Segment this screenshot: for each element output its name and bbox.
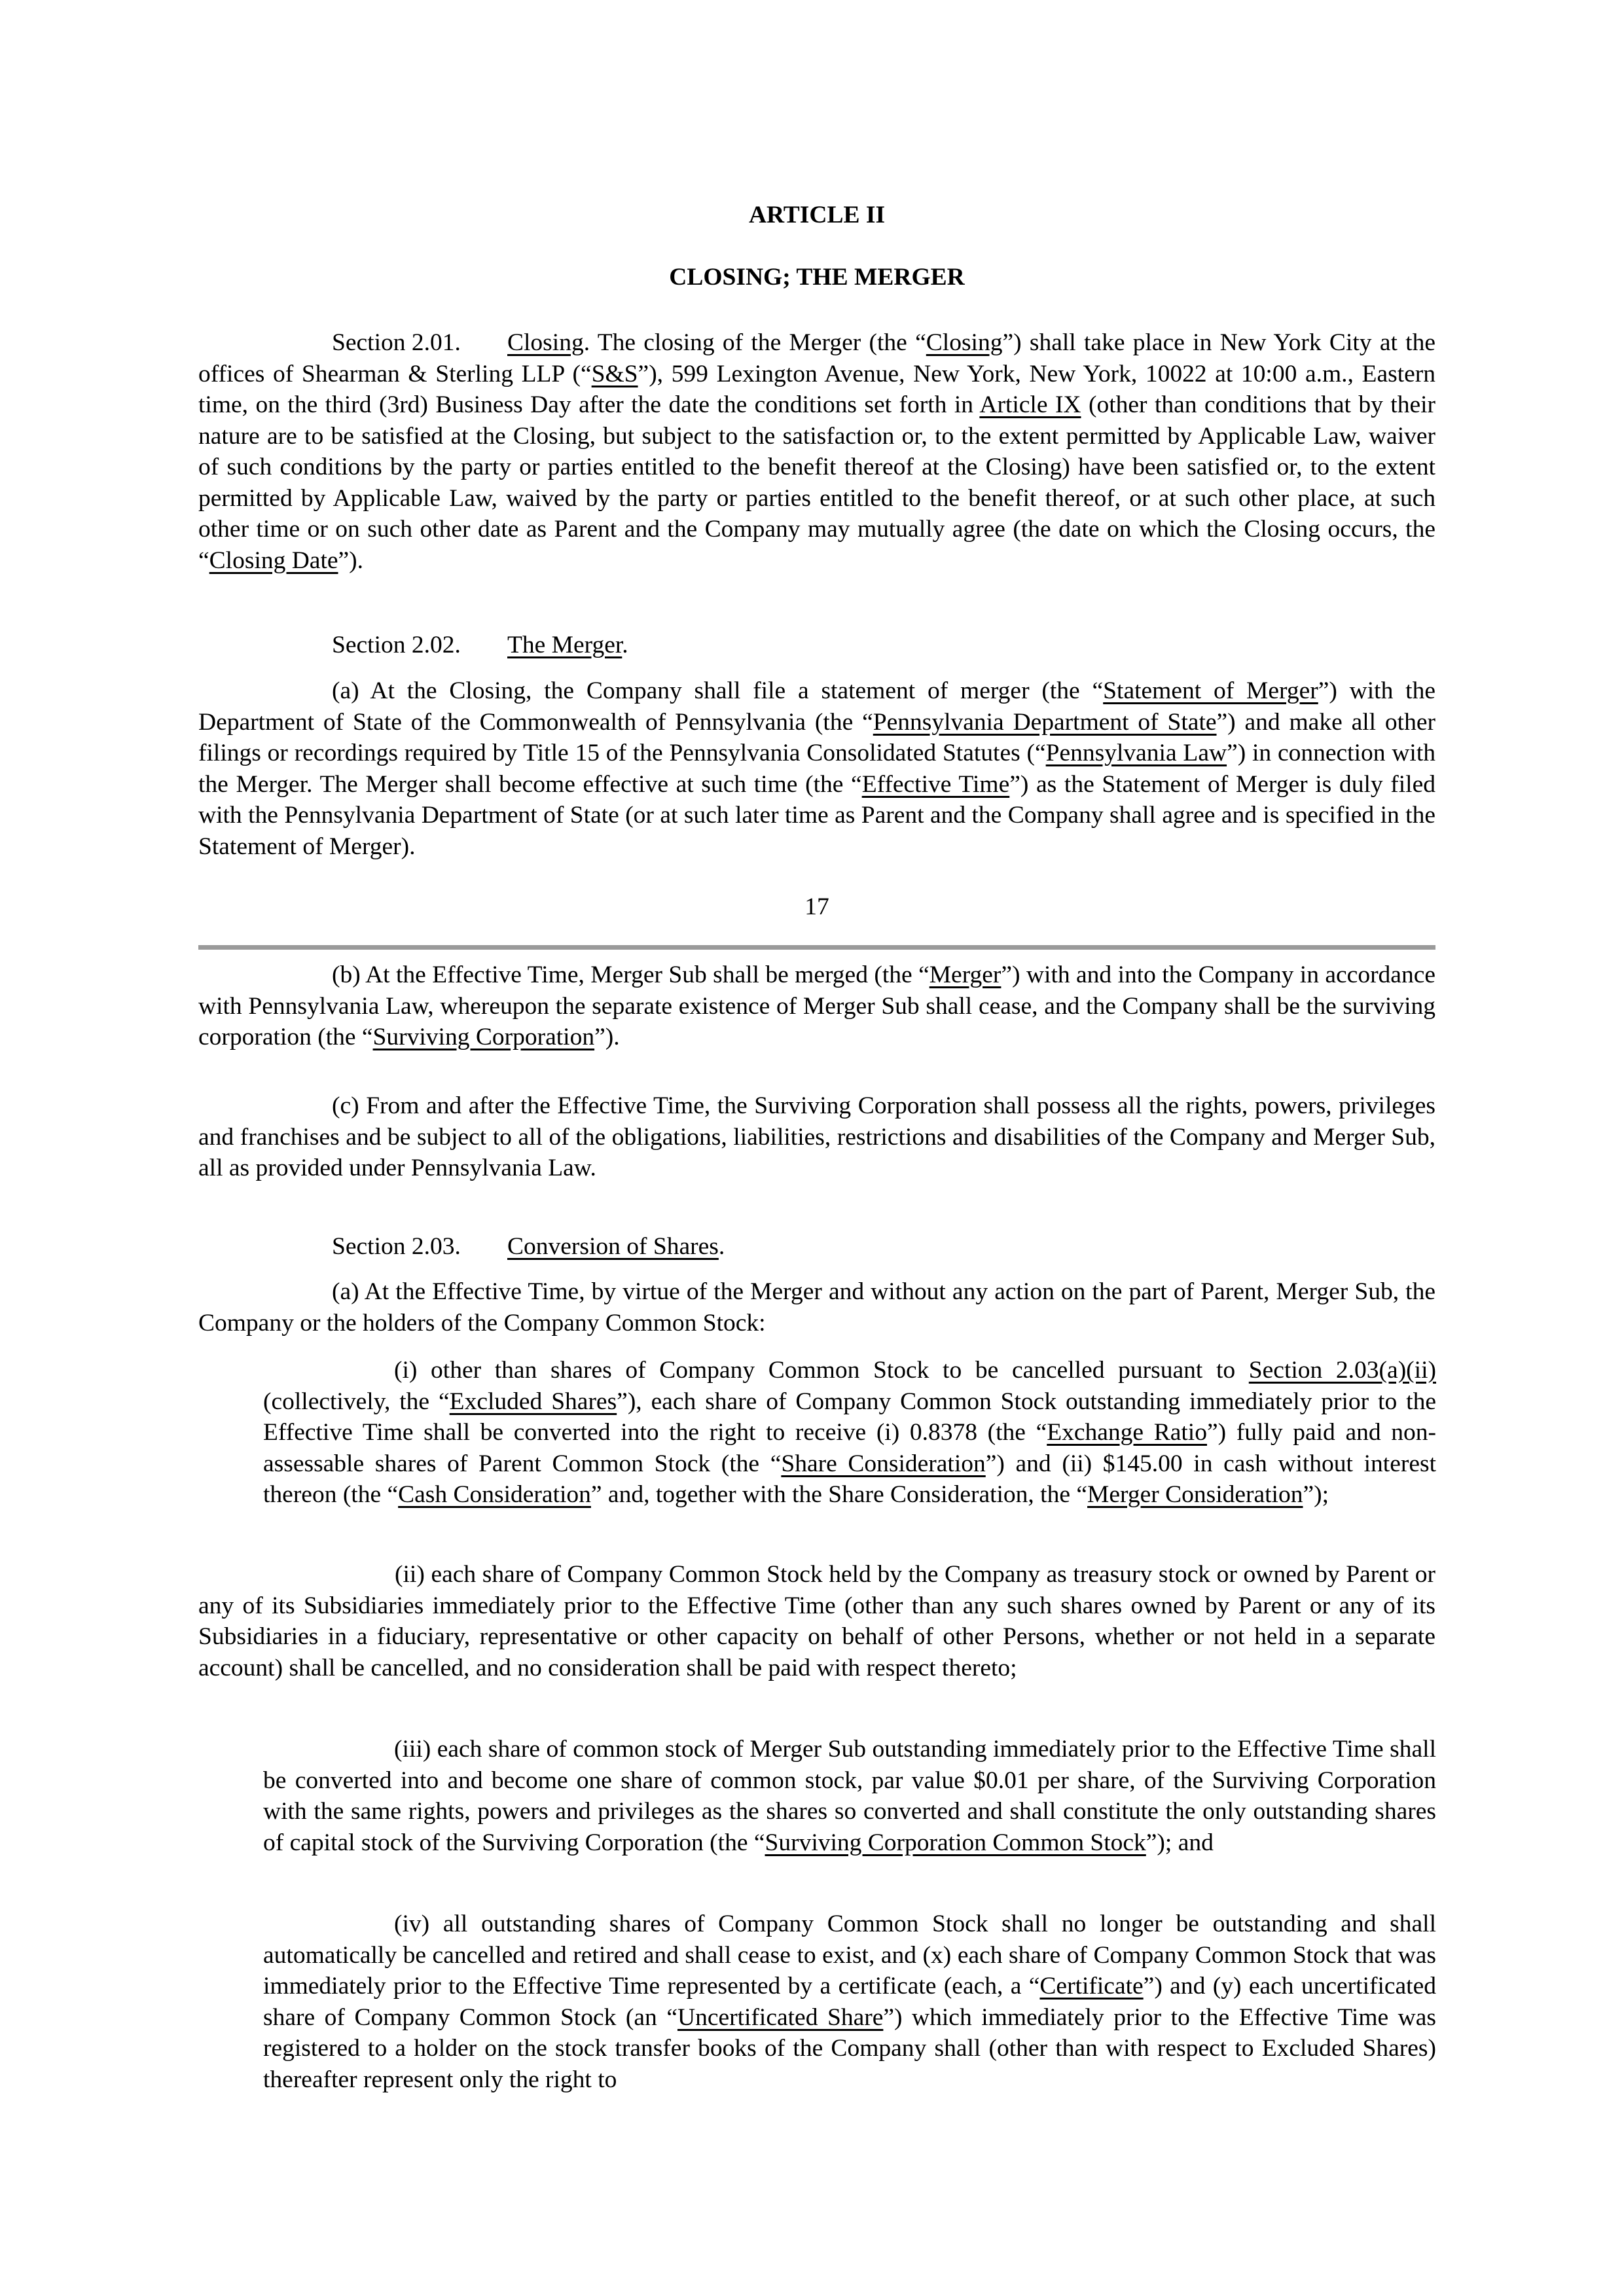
defined-term: Closing — [926, 329, 1003, 356]
section-2-03-a-i: (i) other than shares of Company Common Stock to be cancelled pursuant to Section 2.03(a)(ii) (collectively, the “Excluded Shares”), each share of Company Common Stock outstanding immediately prior to the Effective Time shall be converted into the right to receive (i) 0.8378 (the “Exchange Ratio”) fully paid and non-assessable shares of Parent Common Stock (the “Share Consideration”) and (ii) $145.00 in cash without interest thereon (the “Cash Consideration” and, together with the Share Consideration, the “Merger Consideration”); — [263, 1357, 1436, 1508]
defined-term: Statement of Merger — [1103, 677, 1318, 704]
page-break-divider — [198, 945, 1435, 950]
defined-term: Share Consideration — [781, 1450, 986, 1477]
defined-term: Merger — [929, 961, 1001, 988]
defined-term: Surviving Corporation — [372, 1024, 595, 1050]
section-2-02-b: (b) At the Effective Time, Merger Sub shall be merged (the “Merger”) with and into the Company in accordance with Pennsylvania Law, whereupon the separate existence of Merger Sub shall cease, and the Company shall be the surviving corporation (the “Surviving Corporation”). — [198, 961, 1435, 1050]
defined-term: S&S — [591, 360, 638, 387]
article-title: CLOSING; THE MERGER — [669, 264, 965, 291]
cross-reference: Article IX — [979, 391, 1081, 418]
defined-term: Pennsylvania Department of State — [873, 708, 1217, 736]
section-2-01-title: Closing — [507, 329, 584, 356]
section-2-02-number: Section 2.02. — [332, 632, 461, 658]
section-2-02-a: (a) At the Closing, the Company shall file a statement of merger (the “Statement of Merger”) with the Department of State of the Commonwealth of Pennsylvania (the “Pennsylvania Department of State”) and make all other filings or recordings required by Title 15 of the Pennsylvania Consolidated Statutes (“Pennsylvania Law”) in connection with the Merger. The Merger shall become effective at such time (the “Effective Time”) as the Statement of Merger is duly filed with the Pennsylvania Department of State (or at such later time as Parent and the Company shall agree and is specified in the Statement of Merger). — [198, 677, 1435, 860]
section-2-03-a-ii: (ii) each share of Company Common Stock held by the Company as treasury stock or owned by Parent or any of its Subsidiaries immediately prior to the Effective Time (other than any such shares owned by Parent or any of its Subsidiaries in a fiduciary, representative or other capacity on behalf of other Persons, whether or not held in a separate account) shall be cancelled, and no consideration shall be paid with respect thereto; — [198, 1561, 1435, 1681]
section-2-02-title: The Merger — [507, 632, 623, 658]
section-2-03-number: Section 2.03. — [332, 1233, 461, 1260]
cross-reference: Section 2.03(a)(ii) — [1248, 1357, 1436, 1384]
defined-term: Uncertificated Share — [677, 2003, 884, 2031]
section-2-01-paragraph: Section 2.01. Closing. The closing of the Merger (the “Closing”) shall take place in New York City at the offices of Shearman & Sterling LLP (“S&S”), 599 Lexington Avenue, New York, New York, 10022 at 10:00 a.m., Eastern time, on the third (3rd) Business Day after the date the conditions set forth in Article IX (other than conditions that by their nature are to be satisfied at the Closing, but subject to the satisfaction or, to the extent permitted by Applicable Law, waiver of such conditions by the party or parties entitled to the benefit thereof at the Closing) have been satisfied or, to the extent permitted by Applicable Law, waived by the party or parties entitled to the benefit thereof, or at such other place, at such other time or on such other date as Parent and the Company may mutually agree (the date on which the Closing occurs, the “Closing Date”). — [198, 327, 1435, 576]
section-2-03-a: (a) At the Effective Time, by virtue of the Merger and without any action on the part of Parent, Merger Sub, the Company or the holders of the Company Common Stock: — [198, 1278, 1435, 1336]
section-2-02-heading: Section 2.02. The Merger. — [198, 630, 1435, 661]
defined-term: Pennsylvania Law — [1045, 740, 1227, 766]
defined-term: Surviving Corporation Common Stock — [765, 1829, 1146, 1856]
defined-term: Excluded Shares — [449, 1388, 617, 1415]
defined-term: Effective Time — [861, 770, 1010, 798]
section-2-03-a-iv: (iv) all outstanding shares of Company Common Stock shall no longer be outstanding and shall automatically be cancelled and retired and shall cease to exist, and (x) each share of Company Common Stock that was immediately prior to the Effective Time represented by a certificate (each, a “Certificate”) and (y) each uncertificated share of Company Common Stock (an “Uncertificated Share”) which immediately prior to the Effective Time was registered to a holder on the stock transfer books of the Company shall (other than with respect to Excluded Shares) thereafter represent only the right to — [263, 1910, 1436, 2093]
section-2-03-a-iii: (iii) each share of common stock of Merger Sub outstanding immediately prior to the Effective Time shall be converted into and become one share of common stock, par value $0.01 per share, of the Surviving Corporation with the same rights, powers and privileges as the shares so converted and shall constitute the only outstanding shares of capital stock of the Surviving Corporation (the “Surviving Corporation Common Stock”); and — [263, 1736, 1436, 1856]
defined-term: Exchange Ratio — [1047, 1419, 1207, 1446]
defined-term: Certificate — [1039, 1973, 1144, 2000]
section-2-01-number: Section 2.01. — [332, 329, 461, 356]
section-2-03-heading: Section 2.03. Conversion of Shares. — [198, 1231, 1435, 1263]
article-heading: ARTICLE II — [748, 202, 886, 228]
section-2-03-title: Conversion of Shares — [507, 1233, 719, 1260]
page-number: 17 — [804, 893, 829, 920]
defined-term: Closing Date — [209, 547, 338, 574]
defined-term: Merger Consideration — [1087, 1481, 1303, 1508]
defined-term: Cash Consideration — [398, 1481, 591, 1508]
section-2-02-c: (c) From and after the Effective Time, the Surviving Corporation shall possess all the rights, powers, privileges and franchises and be subject to all of the obligations, liabilities, restrictions and disabilities of the Company and Merger Sub, all as provided under Pennsylvania Law. — [198, 1092, 1435, 1181]
